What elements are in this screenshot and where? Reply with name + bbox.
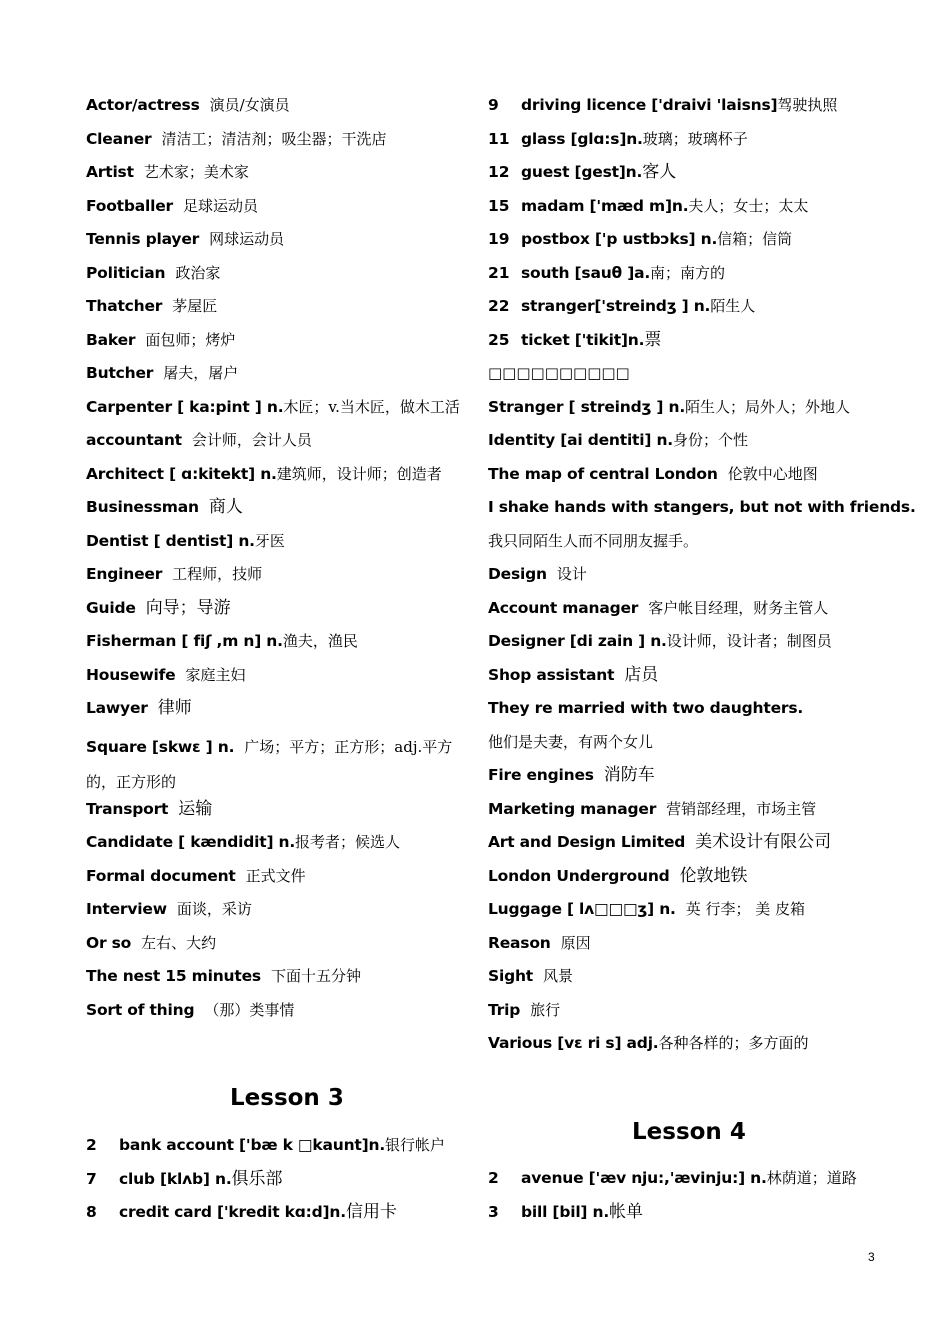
vocab-term: stranger['streindʒ ] n. xyxy=(521,297,711,315)
vocab-item xyxy=(86,696,478,730)
vocab-meaning: 票 xyxy=(644,329,662,350)
vocab-term: club [klʌb] n. xyxy=(119,1169,232,1188)
vocab-meaning: 店员 xyxy=(624,664,659,685)
vocab-item xyxy=(86,864,478,898)
vocab-term: The map of central London xyxy=(488,464,718,483)
numbered-vocab-item xyxy=(488,1200,908,1234)
vocab-meaning: 旅行 xyxy=(530,1000,561,1019)
vocab-term: Artist xyxy=(86,163,134,181)
numbered-vocab-item xyxy=(488,194,908,228)
vocab-meaning: 艺术家；美术家 xyxy=(143,163,249,181)
vocab-meaning: 商人 xyxy=(208,497,243,517)
vocab-meaning: 设计师，设计者；制图员 xyxy=(666,632,832,650)
vocab-item xyxy=(86,897,478,931)
vocab-term: Politician xyxy=(86,263,166,282)
vocab-term: Identity [ai dentiti] n. xyxy=(488,431,673,449)
vocab-meaning: 渔夫，渔民 xyxy=(282,632,358,650)
vocab-item xyxy=(86,998,478,1032)
vocab-term: Cleaner xyxy=(86,129,152,148)
vocab-term: Actor/actress xyxy=(86,96,200,114)
vocab-meaning: 风景 xyxy=(543,967,574,985)
vocab-item xyxy=(488,763,908,797)
vocab-term: Candidate [ kændidit] n. xyxy=(86,833,296,851)
item-number: 12 xyxy=(488,163,510,181)
vocab-term: avenue ['æv nju:,'ævinju:] n. xyxy=(521,1169,767,1187)
numbered-vocab-item xyxy=(86,1200,478,1234)
vocab-meaning: 客户帐目经理，财务主管人 xyxy=(648,598,829,617)
vocab-term: Engineer xyxy=(86,565,163,583)
vocab-item xyxy=(488,395,908,429)
item-number: 3 xyxy=(488,1202,499,1221)
item-number: 19 xyxy=(488,230,510,248)
vocab-meaning: 木匠；v.当木匠，做木工活 xyxy=(283,397,460,416)
example-sentence xyxy=(488,696,908,730)
vocab-item xyxy=(86,93,478,127)
item-number: 11 xyxy=(488,129,510,148)
right-vocab-column xyxy=(488,93,916,1065)
item-number: 15 xyxy=(488,196,510,215)
numbered-vocab-item xyxy=(86,1167,478,1201)
vocab-term: madam ['mæd m]n. xyxy=(521,196,689,215)
vocab-term: Designer [di zain ] n. xyxy=(488,632,667,650)
vocab-term: Stranger [ streindʒ ] n. xyxy=(488,397,686,416)
vocab-item xyxy=(86,395,478,429)
vocab-item xyxy=(488,998,908,1032)
vocab-meaning: 广场；平方；正方形；adj.平方的，正方形的 xyxy=(86,737,453,791)
vocab-term: Guide xyxy=(86,598,136,617)
sentence-translation-line xyxy=(488,730,908,764)
vocab-meaning: 建筑师，设计师；创造者 xyxy=(276,464,442,483)
vocab-term: bank account ['bæ k □kaunt]n. xyxy=(119,1136,386,1154)
sentence-translation: 我只同陌生人而不同朋友握手。 xyxy=(488,531,699,550)
lesson-4-title: Lesson 4 xyxy=(632,1119,746,1145)
vocab-term: Luggage [ lʌ□□□ʒ] n. xyxy=(488,900,676,918)
vocab-item xyxy=(86,562,478,596)
vocab-meaning: 演员/女演员 xyxy=(209,96,290,114)
vocab-meaning: 信箱；信筒 xyxy=(717,230,793,248)
vocab-term: Sort of thing xyxy=(86,1000,195,1019)
vocab-item xyxy=(86,428,478,462)
example-sentence xyxy=(488,495,916,529)
numbered-vocab-item xyxy=(488,93,908,127)
vocab-meaning: 报考者；候选人 xyxy=(295,833,401,851)
vocab-item xyxy=(86,328,478,362)
vocab-term: Shop assistant xyxy=(488,665,615,684)
vocab-meaning: 家庭主妇 xyxy=(185,665,246,684)
vocab-term: London Underground xyxy=(488,866,670,885)
vocab-meaning: 政治家 xyxy=(175,263,221,282)
vocab-term: Formal document xyxy=(86,866,236,885)
vocab-meaning: 林荫道；道路 xyxy=(766,1169,857,1187)
numbered-vocab-item xyxy=(86,1133,478,1167)
item-number: 7 xyxy=(86,1169,97,1188)
vocab-meaning: 正式文件 xyxy=(245,866,306,885)
vocab-meaning: 屠夫，屠户 xyxy=(163,364,239,382)
vocab-term: Various [vɛ ri s] adj. xyxy=(488,1034,659,1052)
vocab-meaning: 帐单 xyxy=(609,1201,644,1222)
vocab-item xyxy=(86,462,478,496)
vocab-term: Design xyxy=(488,565,547,583)
vocab-item xyxy=(86,931,478,965)
vocab-term: Marketing manager xyxy=(488,799,657,818)
vocab-term: driving licence ['draivi 'laisns] xyxy=(521,96,778,114)
sentence-translation: 他们是夫妻，有两个女儿 xyxy=(488,732,654,751)
vocab-term: glass [glɑ:s]n. xyxy=(521,129,643,148)
vocab-meaning: 面包师；烤炉 xyxy=(145,330,236,349)
vocab-term: Architect [ ɑ:kitekt] n. xyxy=(86,464,277,483)
vocab-meaning: 伦敦中心地图 xyxy=(727,464,818,483)
vocab-term: Interview xyxy=(86,900,167,918)
numbered-vocab-item xyxy=(488,261,908,295)
vocab-item xyxy=(488,629,908,663)
vocab-item xyxy=(86,261,478,295)
vocab-meaning: 驾驶执照 xyxy=(777,96,838,114)
left-vocab-column xyxy=(86,93,478,1031)
numbered-vocab-item xyxy=(488,227,908,261)
vocab-term: Baker xyxy=(86,330,136,349)
lesson-3-vocab-list xyxy=(86,1133,478,1234)
vocab-term: accountant xyxy=(86,431,182,449)
vocab-meaning: 面谈，采访 xyxy=(176,900,252,918)
numbered-vocab-item xyxy=(488,1166,908,1200)
vocab-item xyxy=(488,1031,908,1065)
numbered-vocab-item xyxy=(488,294,908,328)
vocab-meaning: 玻璃；玻璃杯子 xyxy=(642,129,748,148)
vocab-term: Fire engines xyxy=(488,766,594,784)
vocab-term: credit card ['kredit kɑ:d]n. xyxy=(119,1203,346,1221)
vocab-item xyxy=(86,294,478,328)
vocab-term: guest [gest]n. xyxy=(521,163,643,181)
vocab-item xyxy=(488,864,908,898)
vocab-meaning: 下面十五分钟 xyxy=(270,967,361,985)
vocab-meaning: 消防车 xyxy=(603,765,655,785)
vocab-meaning: 夫人；女士；太太 xyxy=(688,196,809,215)
vocab-item xyxy=(86,194,478,228)
vocab-item xyxy=(488,931,908,965)
vocab-item xyxy=(488,897,908,931)
item-number: 2 xyxy=(488,1169,499,1187)
vocab-item xyxy=(488,462,908,496)
vocab-item xyxy=(488,964,908,998)
vocab-meaning: 牙医 xyxy=(254,531,285,550)
vocab-term: south [sauθ ]a. xyxy=(521,263,651,282)
vocab-meaning: 美术设计有限公司 xyxy=(695,832,832,852)
vocab-item xyxy=(86,964,478,998)
vocab-meaning: 身份；个性 xyxy=(672,431,748,449)
vocab-term: Or so xyxy=(86,933,132,952)
vocab-meaning: 左右、大约 xyxy=(141,933,217,952)
sentence-text: I shake hands with stangers, but not with friends. xyxy=(488,498,916,516)
vocab-item xyxy=(488,797,908,831)
vocab-item xyxy=(86,361,478,395)
vocab-meaning: 客人 xyxy=(642,162,677,182)
lesson-4-vocab-list xyxy=(488,1166,908,1233)
vocab-item xyxy=(488,663,908,697)
vocab-term: Businessman xyxy=(86,498,199,516)
page-number: 3 xyxy=(868,1250,875,1264)
vocab-item xyxy=(86,797,478,831)
vocab-item xyxy=(86,495,478,529)
vocab-term: Dentist [ dentist] n. xyxy=(86,531,255,550)
vocab-item xyxy=(488,428,908,462)
vocab-term: Housewife xyxy=(86,665,176,684)
vocab-item xyxy=(86,629,478,663)
vocab-term: Butcher xyxy=(86,364,154,382)
vocab-meaning: 银行帐户 xyxy=(385,1136,446,1154)
vocab-meaning: 陌生人；局外人；外地人 xyxy=(685,397,851,416)
vocab-term: Lawyer xyxy=(86,699,148,717)
vocab-item xyxy=(86,663,478,697)
vocab-meaning: 设计 xyxy=(556,565,587,583)
vocab-meaning: 茅屋匠 xyxy=(172,297,218,315)
vocab-meaning: 运输 xyxy=(178,798,213,819)
vocab-item xyxy=(86,730,478,797)
vocab-term: Account manager xyxy=(488,598,639,617)
vocab-meaning: 各种各样的；多方面的 xyxy=(658,1034,809,1052)
vocab-term: Art and Design Limited xyxy=(488,833,686,851)
vocab-item xyxy=(488,830,908,864)
item-number: 22 xyxy=(488,297,510,315)
item-number: 21 xyxy=(488,263,510,282)
vocab-term: Sight xyxy=(488,967,534,985)
item-number: 25 xyxy=(488,330,510,349)
vocab-term: Reason xyxy=(488,933,551,952)
vocab-item xyxy=(86,596,478,630)
vocab-meaning: 会计师，会计人员 xyxy=(191,431,312,449)
vocab-term: Trip xyxy=(488,1000,521,1019)
vocab-meaning: 律师 xyxy=(157,698,192,718)
vocab-item xyxy=(86,830,478,864)
numbered-vocab-item xyxy=(488,328,908,362)
vocab-term: postbox ['p ustbɔks] n. xyxy=(521,230,718,248)
sentence-text: They re married with two daughters. xyxy=(488,699,804,717)
vocab-meaning: 伦敦地铁 xyxy=(679,865,748,886)
vocab-term: ticket ['tikit]n. xyxy=(521,330,645,349)
vocab-term: Square [skwɛ ] n. xyxy=(86,737,235,756)
vocab-item xyxy=(86,227,478,261)
vocab-term: Footballer xyxy=(86,196,174,215)
vocab-item xyxy=(86,529,478,563)
vocab-meaning: 原因 xyxy=(560,933,591,952)
vocab-meaning: 网球运动员 xyxy=(209,230,285,248)
vocab-meaning: 向导；导游 xyxy=(145,597,231,618)
garbled-text: □□□□□□□□□□ xyxy=(488,364,630,382)
vocab-meaning: 工程师，技师 xyxy=(172,565,263,583)
vocab-meaning: 信用卡 xyxy=(345,1202,397,1222)
vocab-term: Transport xyxy=(86,799,169,818)
sentence-translation-line xyxy=(488,529,908,563)
lesson-3-title: Lesson 3 xyxy=(230,1085,344,1111)
vocab-meaning: （那）类事情 xyxy=(204,1000,295,1019)
vocab-item xyxy=(488,562,908,596)
vocab-term: Carpenter [ ka:pint ] n. xyxy=(86,397,284,416)
numbered-vocab-item xyxy=(488,160,908,194)
vocab-item xyxy=(86,160,478,194)
garbled-line xyxy=(488,361,908,395)
vocab-term: Tennis player xyxy=(86,230,200,248)
vocab-item xyxy=(488,596,908,630)
vocab-meaning: 俱乐部 xyxy=(231,1168,283,1189)
item-number: 2 xyxy=(86,1136,97,1154)
vocab-term: bill [bil] n. xyxy=(521,1202,610,1221)
vocab-term: Fisherman [ fiʃ ,m n] n. xyxy=(86,632,283,650)
vocab-meaning: 英 行李； 美 皮箱 xyxy=(685,900,806,918)
item-number: 9 xyxy=(488,96,499,114)
numbered-vocab-item xyxy=(488,127,908,161)
vocab-meaning: 南；南方的 xyxy=(650,263,726,282)
vocab-meaning: 足球运动员 xyxy=(183,196,259,215)
vocab-meaning: 清洁工；清洁剂；吸尘器；干洗店 xyxy=(161,129,387,148)
item-number: 8 xyxy=(86,1203,97,1221)
vocab-term: Thatcher xyxy=(86,297,163,315)
vocab-term: The nest 15 minutes xyxy=(86,967,261,985)
vocab-meaning: 陌生人 xyxy=(710,297,756,315)
vocab-meaning: 营销部经理，市场主管 xyxy=(666,799,817,818)
vocab-item xyxy=(86,127,478,161)
